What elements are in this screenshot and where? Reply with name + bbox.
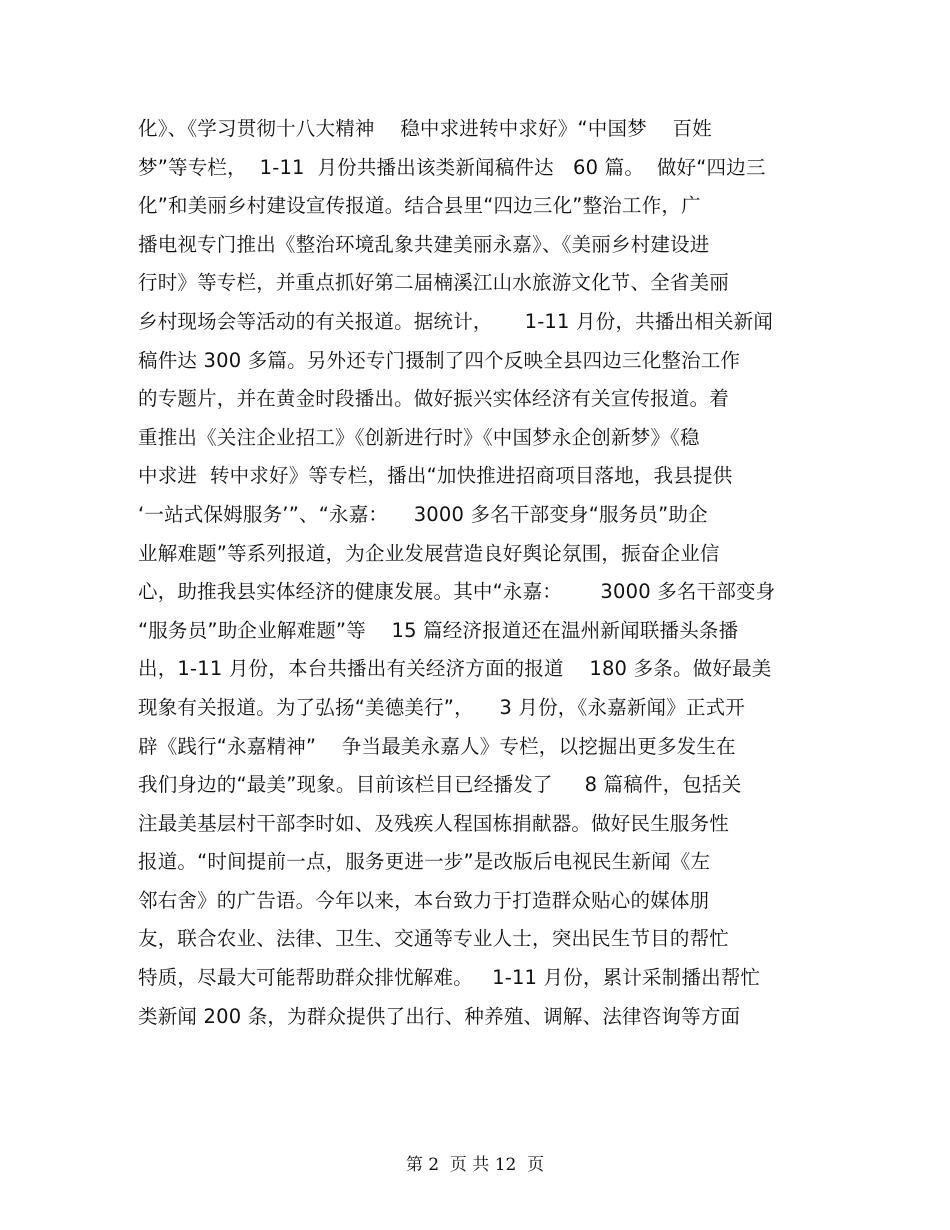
text-line: 我们身边的“最美”现象。目前该栏目已经播发了 8 篇稿件，包括关 — [138, 773, 742, 797]
text-line: 重推出《关注企业招工》《创新进行时》《中国梦永企创新梦》《稳 — [138, 425, 700, 449]
text-line: 邻右舍》的广告语。今年以来，本台致力于打造群众贴心的媒体朋 — [138, 888, 710, 912]
text-line: 化”和美丽乡村建设宣传报道。结合县里“四边三化”整治工作，广 — [138, 194, 701, 218]
text-line: 友，联合农业、法律、卫生、交通等专业人士，突出民生节目的帮忙 — [138, 927, 730, 951]
text-line: 辟《践行“永嘉精神” 争当最美永嘉人》专栏，以挖掘出更多发生在 — [138, 734, 736, 758]
text-line: 业解难题”等系列报道，为企业发展营造良好舆论氛围，振奋企业信 — [138, 541, 720, 565]
text-line: 播电视专门推出《整治环境乱象共建美丽永嘉》、《美丽乡村建设进 — [138, 232, 710, 256]
text-line: “服务员”助企业解难题”等 15 篇经济报道还在温州新闻联播头条播 — [138, 618, 739, 642]
text-line: 心，助推我县实体经济的健康发展。其中“永嘉： 3000 多名干部变身 — [138, 580, 776, 604]
text-line: 注最美基层村干部李时如、及残疾人程国栋捐献器。做好民生服务性 — [138, 811, 730, 835]
text-line: ‘一站式保姆服务’”、“永嘉： 3000 多名干部变身“服务员”助企 — [138, 502, 708, 526]
body-text — [138, 110, 818, 1036]
text-line: 特质，尽最大可能帮助群众排忧解难。 1-11 月份，累计采制播出帮忙 — [138, 966, 761, 990]
page-number-footer: 第 2 页 共 12 页 — [405, 1155, 545, 1175]
text-line: 中求进 转中求好》等专栏，播出“加快推进招商项目落地，我县提供 — [138, 464, 733, 488]
text-line: 的专题片，并在黄金时段播出。做好振兴实体经济有关宣传报道。着 — [138, 387, 730, 411]
text-line: 类新闻 200 条，为群众提供了出行、种养殖、调解、法律咨询等方面 — [138, 1004, 741, 1028]
text-line: 稿件达 300 多篇。另外还专门摄制了四个反映全县四边三化整治工作 — [138, 348, 741, 372]
text-line: 化》、《学习贯彻十八大精神 稳中求进转中求好》“中国梦 百姓 — [138, 117, 712, 140]
text-line: 报道。“时间提前一点，服务更进一步”是改版后电视民生新闻《左 — [138, 850, 711, 874]
text-line: 出，1-11 月份，本台共播出有关经济方面的报道 180 多条。做好最美 — [138, 657, 772, 681]
text-line: 行时》等专栏，并重点抓好第二届楠溪江山水旅游文化节、全省美丽 — [138, 271, 730, 295]
text-line: 乡村现场会等活动的有关报道。据统计， 1-11 月份，共播出相关新闻 — [138, 309, 774, 333]
text-line: 梦”等专栏， 1-11 月份共播出该类新闻稿件达 60 篇。 做好“四边三 — [138, 155, 766, 179]
text-line: 现象有关报道。为了弘扬“美德美行”， 3 月份，《永嘉新闻》正式开 — [138, 695, 746, 719]
